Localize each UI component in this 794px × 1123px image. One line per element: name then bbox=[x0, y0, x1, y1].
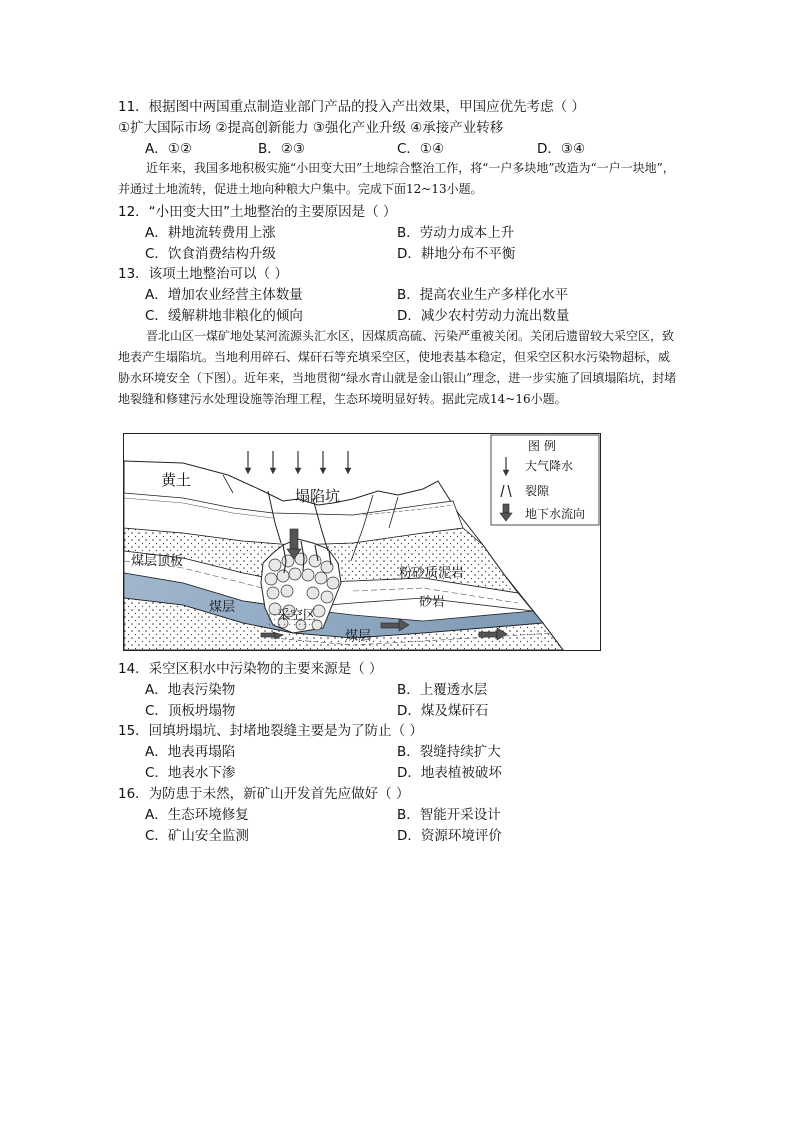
q11-items: ①扩大国际市场 ②提高创新能力 ③强化产业升级 ④承接产业转移 bbox=[118, 120, 504, 136]
q11-option-d: D．③④ bbox=[537, 141, 586, 157]
label-coal-roof: 煤层顶板 bbox=[131, 554, 184, 569]
q15-option-b: B．裂缝持续扩大 bbox=[397, 744, 501, 760]
q15-stem: 15．回填坍塌坑、封堵地裂缝主要是为了防止（ ） bbox=[118, 723, 423, 739]
q13-option-d: D．减少农村劳动力流出数量 bbox=[397, 308, 570, 324]
q12-option-b: B．劳动力成本上升 bbox=[397, 225, 515, 241]
label-collapse-pit: 塌陷坑 bbox=[295, 487, 341, 505]
q16-option-d: D．资源环境评价 bbox=[397, 828, 502, 844]
q16-option-b: B．智能开采设计 bbox=[397, 807, 501, 823]
label-coal-seam-right: 煤层 bbox=[345, 629, 372, 644]
q15-option-a: A．地表再塌陷 bbox=[145, 744, 236, 760]
q14-option-d: D．煤及煤矸石 bbox=[397, 703, 489, 719]
q14-option-c: C．顶板坍塌物 bbox=[145, 703, 236, 719]
q12-option-c: C．饮食消费结构升级 bbox=[145, 246, 276, 262]
passage-land-consolidation: 近年来，我国多地积极实施“小田变大田”土地综合整治工作，将“一户多块地”改造为“一户一块地”，并通过土地流转，促进土地向种粮大户集中。完成下面12~13小题。 bbox=[118, 161, 675, 196]
q12-option-a: A．耕地流转费用上涨 bbox=[145, 225, 276, 241]
q14-option-a: A．地表污染物 bbox=[145, 682, 236, 698]
q13-stem: 13．该项土地整治可以（ ） bbox=[118, 266, 288, 282]
label-sandstone: 砂岩 bbox=[419, 595, 446, 610]
legend-title: 图 例 bbox=[528, 439, 556, 453]
q11-option-c: C．①④ bbox=[397, 141, 445, 157]
legend-crack: 裂隙 bbox=[525, 484, 550, 498]
label-siltstone: 粉砂质泥岩 bbox=[399, 566, 465, 581]
q12-option-d: D．耕地分布不平衡 bbox=[397, 246, 516, 262]
legend-rain: 大气降水 bbox=[525, 459, 574, 473]
q13-option-c: C．缓解耕地非粮化的倾向 bbox=[145, 308, 303, 324]
legend-flow: 地下水流向 bbox=[525, 507, 586, 521]
q11-option-b: B．②③ bbox=[258, 141, 305, 157]
label-coal-seam-left: 煤层 bbox=[209, 600, 236, 615]
q16-option-c: C．矿山安全监测 bbox=[145, 828, 249, 844]
q14-option-b: B．上覆透水层 bbox=[397, 682, 488, 698]
q15-option-d: D．地表植被破坏 bbox=[397, 765, 502, 781]
label-loess: 黄土 bbox=[161, 471, 192, 489]
label-goaf: 采空区 bbox=[277, 608, 317, 623]
q16-option-a: A．生态环境修复 bbox=[145, 807, 249, 823]
q11-stem: 11．根据图中两国重点制造业部门产品的投入产出效果，甲国应优先考虑（ ） bbox=[118, 99, 585, 115]
q13-option-a: A．增加农业经营主体数量 bbox=[145, 287, 303, 303]
q15-option-c: C．地表水下渗 bbox=[145, 765, 236, 781]
q14-stem: 14．采空区积水中污染物的主要来源是（ ） bbox=[118, 661, 383, 677]
q13-option-b: B．提高农业生产多样化水平 bbox=[397, 287, 569, 303]
q11-option-a: A．①② bbox=[145, 141, 192, 157]
figure-legend bbox=[491, 435, 599, 525]
geology-cross-section-figure bbox=[123, 433, 601, 651]
q16-stem: 16．为防患于未然，新矿山开发首先应做好（ ） bbox=[118, 786, 410, 802]
passage-coal-mine: 晋北山区一煤矿地处某河流源头汇水区，因煤质高硫、污染严重被关闭。关闭后遗留较大采空区，致地表产生塌陷坑。当地利用碎石、煤矸石等充填采空区，使地表基本稳定，但采空区积水污染物超标，威胁水环境安全（下图）。近年来，当地贯彻“绿水青山就是金山银山”理念，进一步实施了回填塌陷坑，封堵地裂缝和修建污水处理设施等治理工程，生态环境明显好转。据此完成14~16小题。 bbox=[118, 329, 677, 406]
q12-stem: 12．“小田变大田”土地整治的主要原因是（ ） bbox=[118, 204, 397, 220]
